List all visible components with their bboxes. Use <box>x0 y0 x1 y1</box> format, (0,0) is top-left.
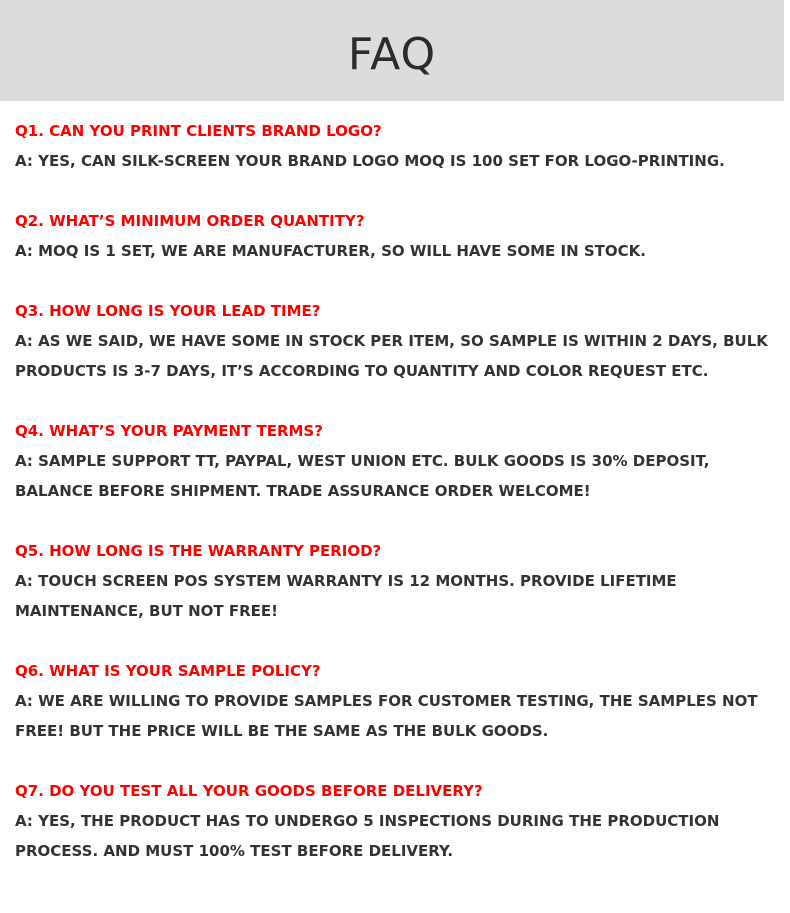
faq-item-4 <box>15 416 785 506</box>
faq-item-1 <box>15 116 785 176</box>
faq-question-4: Q4. WHAT’S YOUR PAYMENT TERMS? <box>15 422 323 440</box>
faq-item-6 <box>15 656 785 746</box>
faq-header-banner <box>0 0 784 101</box>
faq-answer-1: A: YES, CAN SILK-SCREEN YOUR BRAND LOGO MOQ IS 100 SET FOR LOGO-PRINTING. <box>15 152 725 170</box>
faq-question-1: Q1. CAN YOU PRINT CLIENTS BRAND LOGO? <box>15 122 382 140</box>
faq-answer-2: A: MOQ IS 1 SET, WE ARE MANUFACTURER, SO WILL HAVE SOME IN STOCK. <box>15 242 646 260</box>
faq-question-5: Q5. HOW LONG IS THE WARRANTY PERIOD? <box>15 542 382 560</box>
faq-answer-4: A: SAMPLE SUPPORT TT, PAYPAL, WEST UNION ETC. BULK GOODS IS 30% DEPOSIT, BALANCE BEFORE SHIPMENT. TRADE ASSURANCE ORDER WELCOME! <box>15 452 710 500</box>
faq-item-7 <box>15 776 785 866</box>
faq-question-7: Q7. DO YOU TEST ALL YOUR GOODS BEFORE DELIVERY? <box>15 782 483 800</box>
faq-question-3: Q3. HOW LONG IS YOUR LEAD TIME? <box>15 302 321 320</box>
faq-answer-6: A: WE ARE WILLING TO PROVIDE SAMPLES FOR CUSTOMER TESTING, THE SAMPLES NOT FREE! BUT THE PRICE WILL BE THE SAME AS THE BULK GOODS. <box>15 692 758 740</box>
faq-answer-3: A: AS WE SAID, WE HAVE SOME IN STOCK PER ITEM, SO SAMPLE IS WITHIN 2 DAYS, BULK PRODUCTS IS 3-7 DAYS, IT’S ACCORDING TO QUANTITY AND COLOR REQUEST ETC. <box>15 332 768 380</box>
faq-item-2 <box>15 206 785 266</box>
faq-answer-7: A: YES, THE PRODUCT HAS TO UNDERGO 5 INSPECTIONS DURING THE PRODUCTION PROCESS. AND MUST 100% TEST BEFORE DELIVERY. <box>15 812 720 860</box>
faq-question-2: Q2. WHAT’S MINIMUM ORDER QUANTITY? <box>15 212 365 230</box>
faq-list <box>15 116 785 896</box>
faq-answer-5: A: TOUCH SCREEN POS SYSTEM WARRANTY IS 12 MONTHS. PROVIDE LIFETIME MAINTENANCE, BUT NOT FREE! <box>15 572 677 620</box>
faq-item-3 <box>15 296 785 386</box>
page-title: FAQ <box>347 29 437 80</box>
faq-item-5 <box>15 536 785 626</box>
faq-question-6: Q6. WHAT IS YOUR SAMPLE POLICY? <box>15 662 321 680</box>
